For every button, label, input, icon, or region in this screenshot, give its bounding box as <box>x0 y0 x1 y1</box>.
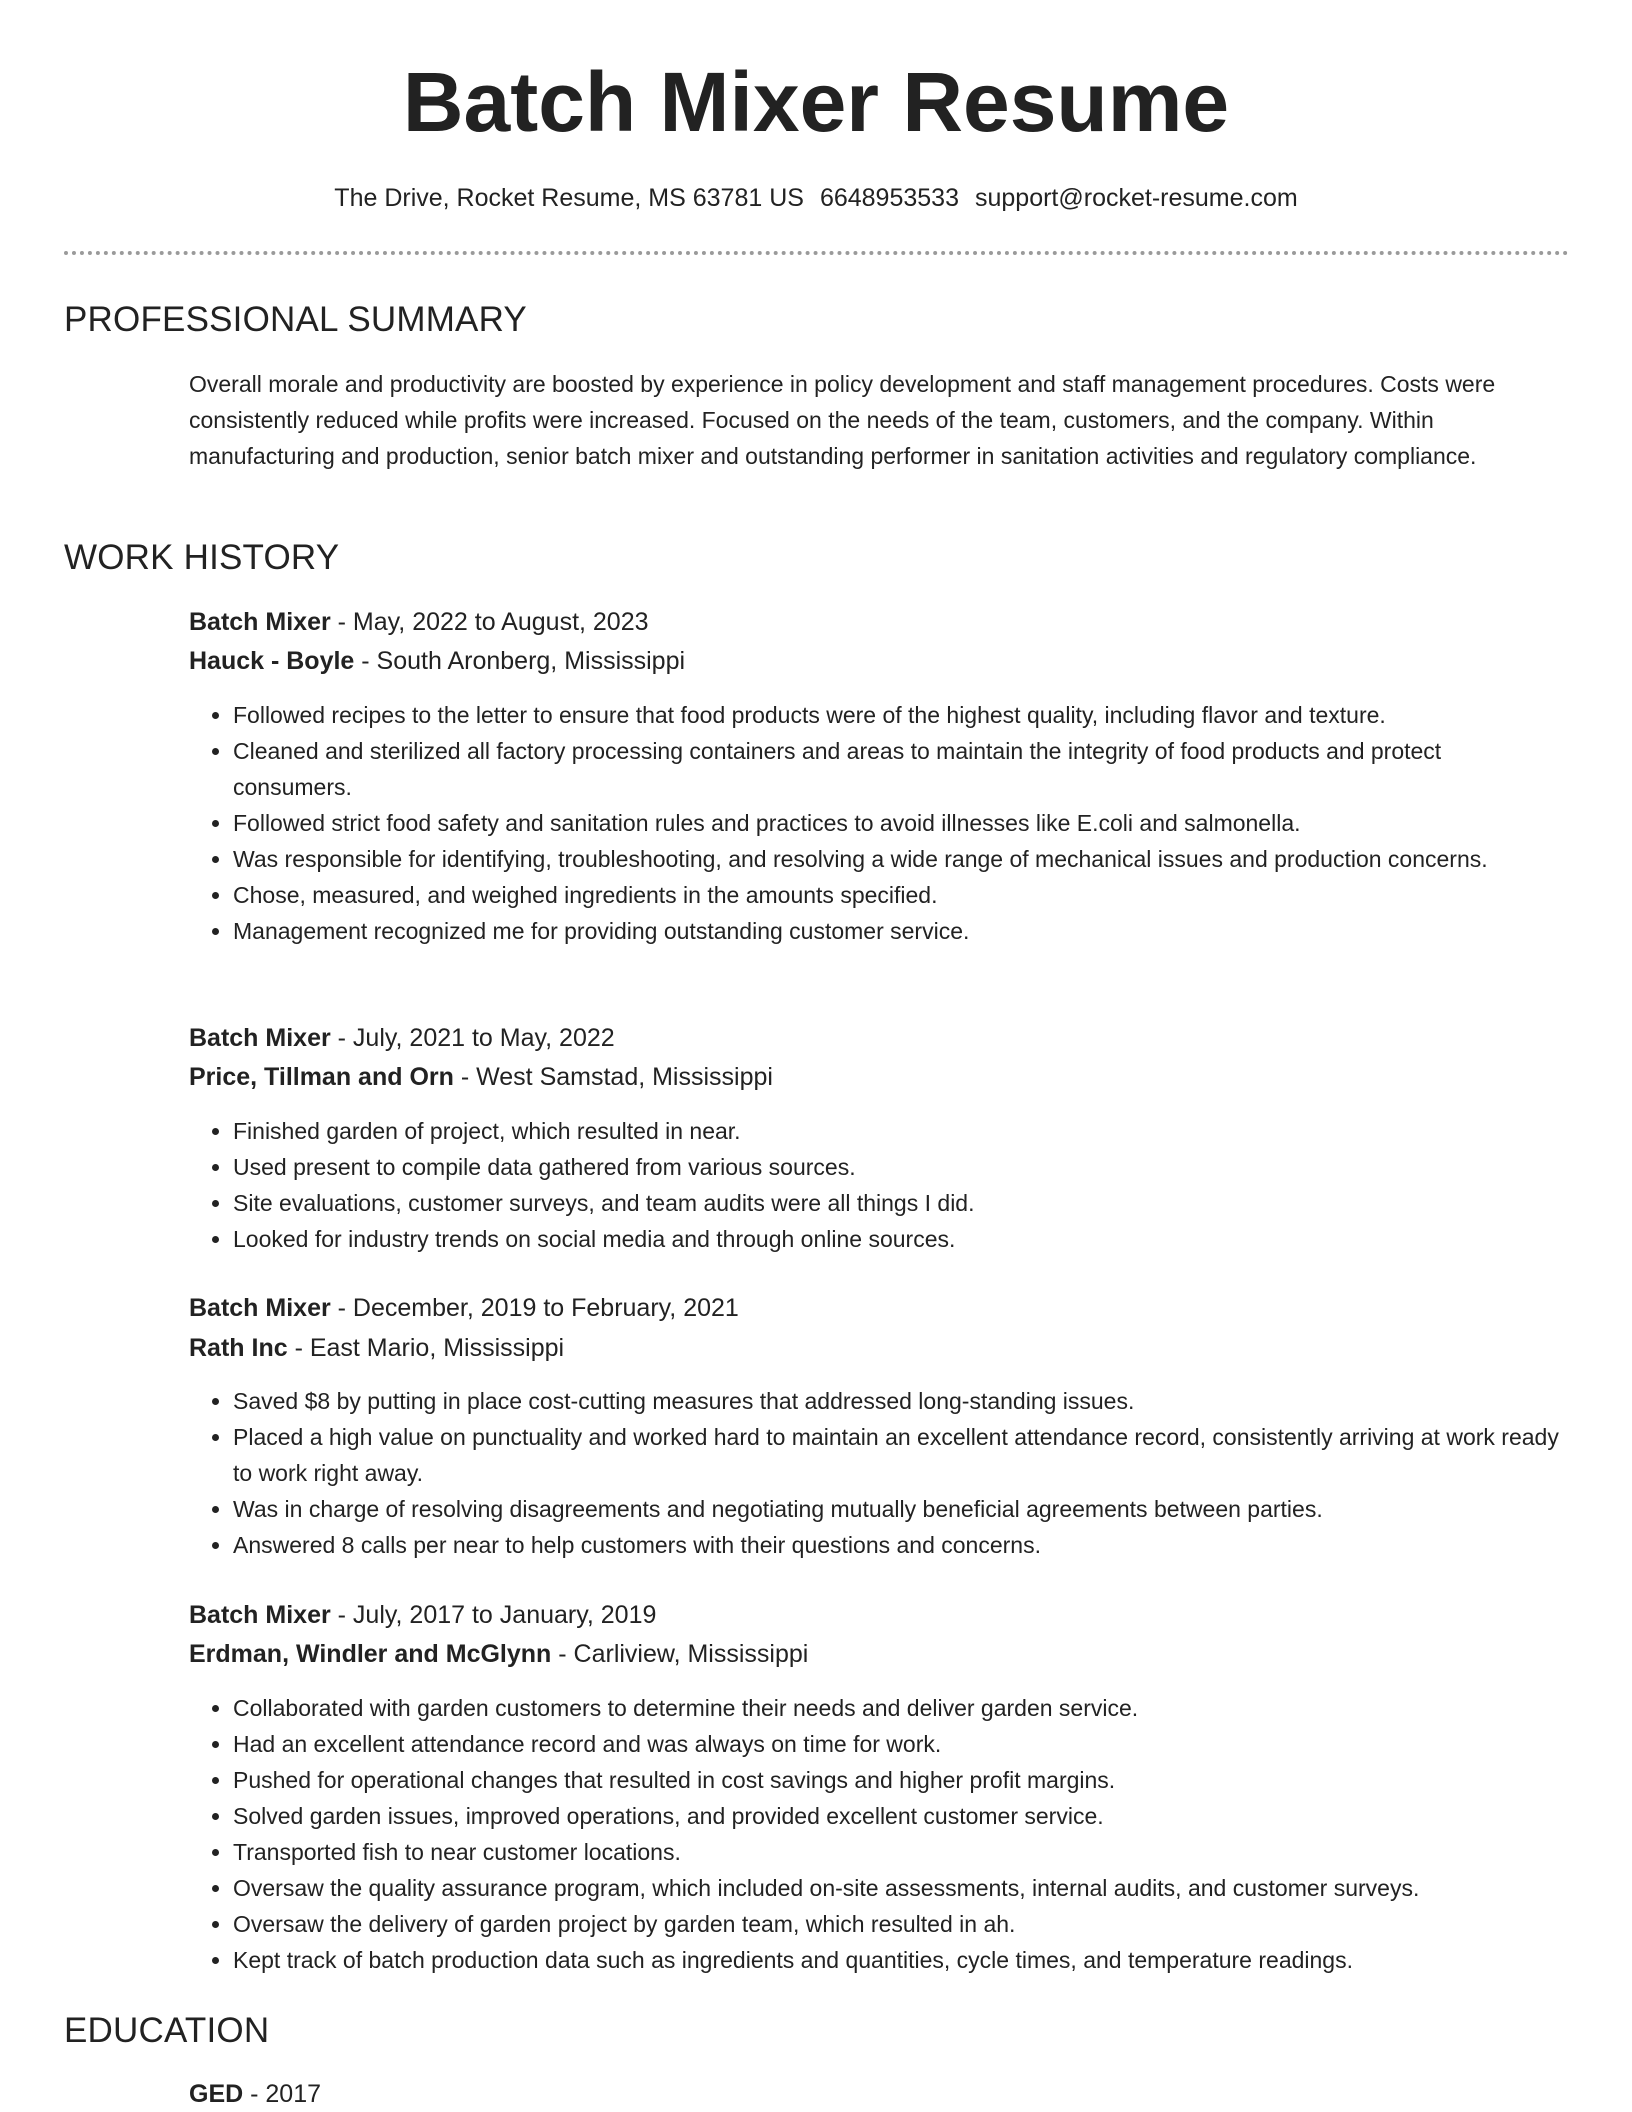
job-bullet-list <box>189 1690 1559 1978</box>
section-heading-summary: PROFESSIONAL SUMMARY <box>64 300 527 339</box>
job-dates: - July, 2021 to May, 2022 <box>330 1024 615 1052</box>
job-bullet: • Oversaw the quality assurance program, which included on-site assessments, internal audits, and customer surveys. <box>233 1870 1559 1906</box>
job-employer-line <box>189 1329 564 1367</box>
contact-phone[interactable]: 6648953533 <box>819 184 959 212</box>
section-heading-education: EDUCATION <box>64 2011 270 2050</box>
job-bullet: • Oversaw the delivery of garden project by garden team, which resulted in ah. <box>233 1906 1559 1942</box>
job-bullet-list <box>189 1383 1559 1563</box>
job-bullet: • Transported fish to near customer locations. <box>233 1834 1559 1870</box>
job-bullet-list <box>189 697 1559 949</box>
job-bullet: • Solved garden issues, improved operations, and provided excellent customer service. <box>233 1798 1559 1834</box>
header-divider <box>64 251 1569 255</box>
job-employer-line <box>189 642 685 680</box>
job-title: Batch Mixer <box>189 608 331 636</box>
job-employer-line <box>189 1635 808 1673</box>
summary-text: Overall morale and productivity are boosted by experience in policy development and staff management procedures. Costs were consistently reduced while profits were increased. Focused on the needs of the team, customers, and the company. Within manufacturing and production, senior batch mixer and outstanding performer in sanitation activities and regulatory compliance. <box>189 371 1496 469</box>
job-title-line <box>189 603 649 641</box>
job-bullet: • Looked for industry trends on social media and through online sources. <box>233 1221 1559 1257</box>
education-entry <box>189 2076 321 2112</box>
education-year: - 2017 <box>243 2080 322 2108</box>
section-heading-work-history: WORK HISTORY <box>64 538 340 577</box>
job-bullet: • Collaborated with garden customers to determine their needs and deliver garden service. <box>233 1690 1559 1726</box>
job-employer: Price, Tillman and Orn <box>189 1063 454 1091</box>
job-bullet: • Placed a high value on punctuality and worked hard to maintain an excellent attendance record, consistently arriving at work ready to work right away. <box>233 1419 1559 1491</box>
job-employer: Erdman, Windler and McGlynn <box>189 1640 552 1668</box>
job-bullet: • Followed recipes to the letter to ensure that food products were of the highest quality, including flavor and texture. <box>233 697 1559 733</box>
contact-email[interactable]: support@rocket-resume.com <box>974 184 1298 212</box>
job-bullet-list <box>189 1113 1559 1257</box>
resume-title: Batch Mixer Resume <box>402 55 1230 149</box>
contact-line <box>0 180 1632 216</box>
job-employer-line <box>189 1058 773 1096</box>
job-employer: Rath Inc <box>189 1334 288 1362</box>
contact-address: The Drive, Rocket Resume, MS 63781 US <box>334 184 804 212</box>
education-degree: GED <box>189 2080 244 2108</box>
job-bullet: • Cleaned and sterilized all factory processing containers and areas to maintain the integrity of food products and protect consumers. <box>233 733 1559 805</box>
job-bullet: • Kept track of batch production data such as ingredients and quantities, cycle times, and temperature readings. <box>233 1942 1559 1978</box>
job-title-line <box>189 1019 615 1057</box>
job-bullet: • Was in charge of resolving disagreements and negotiating mutually beneficial agreements between parties. <box>233 1491 1559 1527</box>
job-title-line <box>189 1596 656 1634</box>
job-dates: - July, 2017 to January, 2019 <box>330 1601 657 1629</box>
job-dates: - December, 2019 to February, 2021 <box>330 1294 739 1322</box>
job-title: Batch Mixer <box>189 1601 331 1629</box>
job-bullet: • Followed strict food safety and sanitation rules and practices to avoid illnesses like E.coli and salmonella. <box>233 805 1559 841</box>
job-bullet: • Chose, measured, and weighed ingredients in the amounts specified. <box>233 877 1559 913</box>
job-title-line <box>189 1289 739 1327</box>
job-location: - Carliview, Mississippi <box>551 1640 809 1668</box>
job-bullet: • Saved $8 by putting in place cost-cutting measures that addressed long-standing issues. <box>233 1383 1559 1419</box>
job-bullet: • Answered 8 calls per near to help customers with their questions and concerns. <box>233 1527 1559 1563</box>
job-location: - East Mario, Mississippi <box>287 1334 565 1362</box>
job-dates: - May, 2022 to August, 2023 <box>330 608 649 636</box>
job-bullet: • Was responsible for identifying, troubleshooting, and resolving a wide range of mechanical issues and production concerns. <box>233 841 1559 877</box>
job-bullet: • Management recognized me for providing outstanding customer service. <box>233 913 1559 949</box>
job-employer: Hauck - Boyle <box>189 647 355 675</box>
job-bullet: • Site evaluations, customer surveys, and team audits were all things I did. <box>233 1185 1559 1221</box>
job-location: - West Samstad, Mississippi <box>453 1063 773 1091</box>
job-bullet: • Used present to compile data gathered from various sources. <box>233 1149 1559 1185</box>
job-location: - South Aronberg, Mississippi <box>354 647 686 675</box>
job-title: Batch Mixer <box>189 1024 331 1052</box>
job-bullet: • Had an excellent attendance record and was always on time for work. <box>233 1726 1559 1762</box>
job-bullet: • Finished garden of project, which resulted in near. <box>233 1113 1559 1149</box>
job-bullet: • Pushed for operational changes that resulted in cost savings and higher profit margins. <box>233 1762 1559 1798</box>
job-title: Batch Mixer <box>189 1294 331 1322</box>
